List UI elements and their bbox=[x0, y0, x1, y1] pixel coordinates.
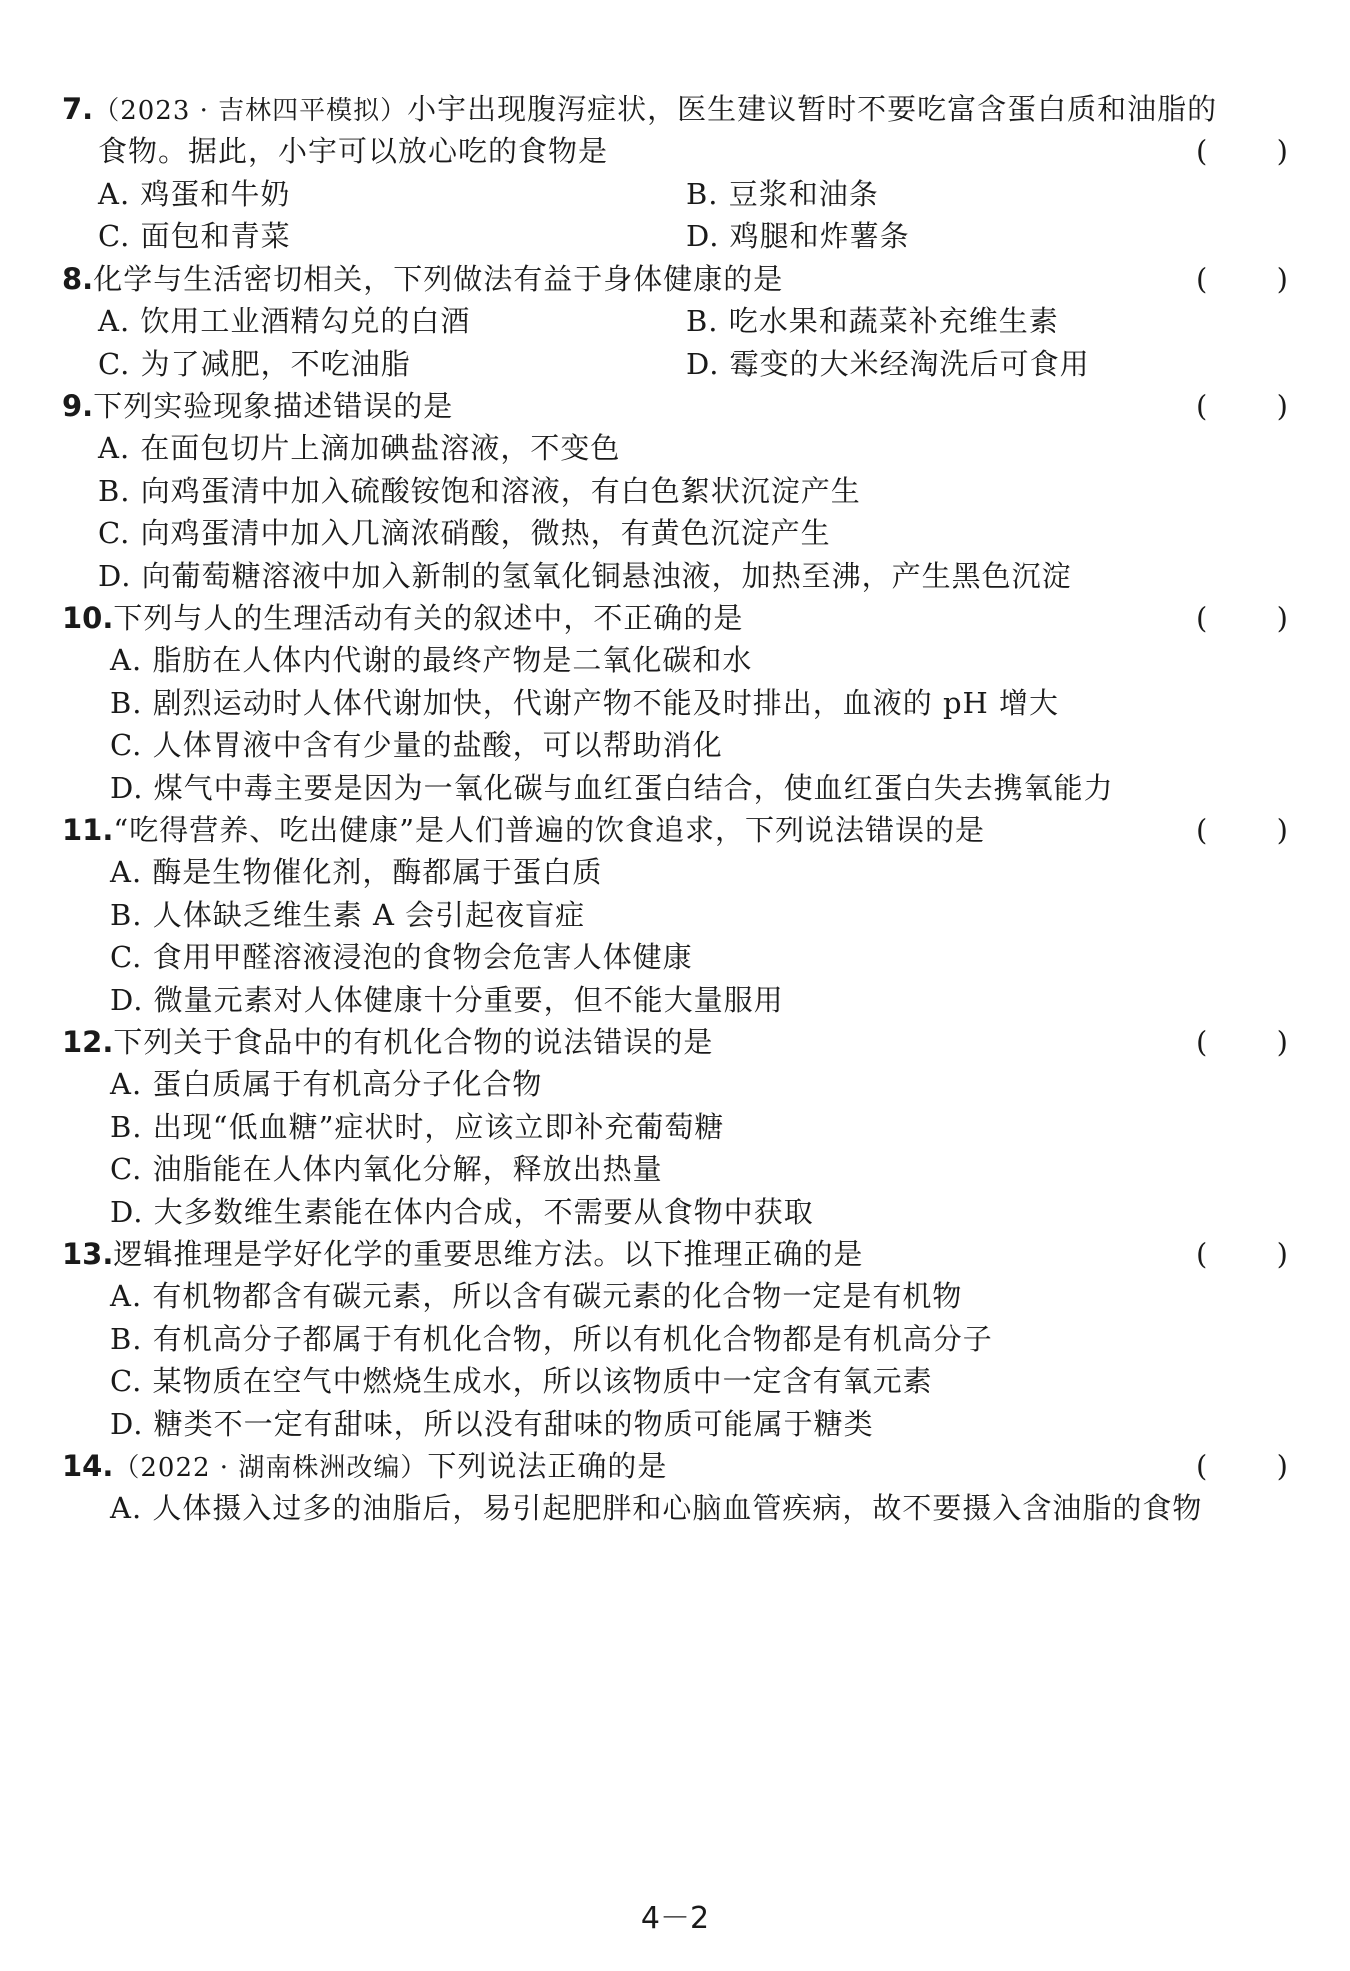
question-7-option-a: A. 鸡蛋和牛奶 bbox=[98, 177, 291, 211]
question-10-answer-blank bbox=[1196, 592, 1288, 645]
question-source: （2023 · 吉林四平模拟） bbox=[93, 96, 408, 126]
answer-paren-close: ) bbox=[1276, 389, 1288, 423]
answer-paren-close: ) bbox=[1276, 1025, 1288, 1059]
question-number: 12. bbox=[62, 1025, 114, 1059]
question-11-option-b: B. 人体缺乏维生素 A 会引起夜盲症 bbox=[110, 898, 586, 932]
question-number: 14. bbox=[62, 1449, 114, 1483]
answer-paren-close: ) bbox=[1276, 1237, 1288, 1271]
answer-paren-open: ( bbox=[1196, 1025, 1208, 1059]
question-11-option-a: A. 酶是生物催化剂，酶都属于蛋白质 bbox=[110, 855, 603, 889]
question-stem: 小宇出现腹泻症状，医生建议暂时不要吃富含蛋白质和油脂的 bbox=[407, 92, 1218, 126]
question-10-option-c: C. 人体胃液中含有少量的盐酸，可以帮助消化 bbox=[110, 728, 723, 762]
answer-paren-open: ( bbox=[1196, 1449, 1208, 1483]
question-11-option-c: C. 食用甲醛溶液浸泡的食物会危害人体健康 bbox=[110, 940, 693, 974]
question-stem: 下列实验现象描述错误的是 bbox=[93, 389, 454, 423]
question-9-option-b: B. 向鸡蛋清中加入硫酸铵饱和溶液，有白色絮状沉淀产生 bbox=[98, 474, 861, 508]
question-stem: “吃得营养、吃出健康”是人们普遍的饮食追求，下列说法错误的是 bbox=[113, 813, 986, 847]
answer-paren-open: ( bbox=[1196, 601, 1208, 635]
question-8-option-a: A. 饮用工业酒精勾兑的白酒 bbox=[98, 304, 471, 338]
question-stem: 下列说法正确的是 bbox=[427, 1449, 668, 1483]
question-11-answer-blank bbox=[1196, 804, 1288, 857]
answer-paren-open: ( bbox=[1196, 262, 1208, 296]
question-stem: 下列与人的生理活动有关的叙述中，不正确的是 bbox=[113, 601, 744, 635]
question-13-option-b: B. 有机高分子都属于有机化合物，所以有机化合物都是有机高分子 bbox=[110, 1322, 993, 1356]
question-number: 7. bbox=[62, 92, 94, 126]
question-7-option-c: C. 面包和青菜 bbox=[98, 219, 291, 253]
question-8-answer-blank bbox=[1196, 253, 1288, 306]
question-stem: 逻辑推理是学好化学的重要思维方法。以下推理正确的是 bbox=[113, 1237, 864, 1271]
question-12-answer-blank bbox=[1196, 1016, 1288, 1069]
answer-paren-close: ) bbox=[1276, 1449, 1288, 1483]
question-7-stem-continued: 食物。据此，小宇可以放心吃的食物是 bbox=[98, 134, 609, 168]
question-12-option-c: C. 油脂能在人体内氧化分解，释放出热量 bbox=[110, 1152, 663, 1186]
question-8-option-c: C. 为了减肥，不吃油脂 bbox=[98, 347, 411, 381]
question-source: （2022 · 湖南株洲改编） bbox=[113, 1453, 428, 1483]
answer-paren-close: ) bbox=[1276, 262, 1288, 296]
question-10-option-b: B. 剧烈运动时人体代谢加快，代谢产物不能及时排出，血液的 pH 增大 bbox=[110, 686, 1060, 720]
question-10-option-a: A. 脂肪在人体内代谢的最终产物是二氧化碳和水 bbox=[110, 643, 753, 677]
question-stem: 化学与生活密切相关，下列做法有益于身体健康的是 bbox=[93, 262, 784, 296]
question-7-option-d: D. 鸡腿和炸薯条 bbox=[686, 219, 910, 253]
question-number: 13. bbox=[62, 1237, 114, 1271]
question-stem: 下列关于食品中的有机化合物的说法错误的是 bbox=[113, 1025, 714, 1059]
question-14-answer-blank bbox=[1196, 1440, 1288, 1493]
question-11-option-d: D. 微量元素对人体健康十分重要，但不能大量服用 bbox=[110, 983, 784, 1017]
question-7-option-b: B. 豆浆和油条 bbox=[686, 177, 879, 211]
question-number: 9. bbox=[62, 389, 94, 423]
question-14-option-a: A. 人体摄入过多的油脂后，易引起肥胖和心脑血管疾病，故不要摄入含油脂的食物 bbox=[110, 1491, 1203, 1525]
answer-paren-open: ( bbox=[1196, 389, 1208, 423]
question-8-option-d: D. 霉变的大米经淘洗后可食用 bbox=[686, 347, 1090, 381]
question-9-answer-blank bbox=[1196, 380, 1288, 433]
question-9-option-d: D. 向葡萄糖溶液中加入新制的氢氧化铜悬浊液，加热至沸，产生黑色沉淀 bbox=[98, 559, 1072, 593]
question-13-option-c: C. 某物质在空气中燃烧生成水，所以该物质中一定含有氧元素 bbox=[110, 1364, 933, 1398]
question-13-answer-blank bbox=[1196, 1228, 1288, 1281]
question-12-option-a: A. 蛋白质属于有机高分子化合物 bbox=[110, 1067, 543, 1101]
page-number: 4－2 bbox=[640, 1901, 710, 1936]
question-10-option-d: D. 煤气中毒主要是因为一氧化碳与血红蛋白结合，使血红蛋白失去携氧能力 bbox=[110, 771, 1114, 805]
question-9-option-c: C. 向鸡蛋清中加入几滴浓硝酸，微热，有黄色沉淀产生 bbox=[98, 516, 831, 550]
answer-paren-close: ) bbox=[1276, 813, 1288, 847]
question-7-answer-blank bbox=[1196, 125, 1288, 178]
question-12-option-b: B. 出现“低血糖”症状时，应该立即补充葡萄糖 bbox=[110, 1110, 725, 1144]
question-8-option-b: B. 吃水果和蔬菜补充维生素 bbox=[686, 304, 1059, 338]
question-9-option-a: A. 在面包切片上滴加碘盐溶液，不变色 bbox=[98, 431, 621, 465]
question-number: 10. bbox=[62, 601, 114, 635]
answer-paren-open: ( bbox=[1196, 813, 1208, 847]
answer-paren-close: ) bbox=[1276, 134, 1288, 168]
question-13-option-d: D. 糖类不一定有甜味，所以没有甜味的物质可能属于糖类 bbox=[110, 1407, 874, 1441]
answer-paren-open: ( bbox=[1196, 1237, 1208, 1271]
question-number: 8. bbox=[62, 262, 94, 296]
question-12-option-d: D. 大多数维生素能在体内合成，不需要从食物中获取 bbox=[110, 1195, 814, 1229]
question-number: 11. bbox=[62, 813, 114, 847]
answer-paren-open: ( bbox=[1196, 134, 1208, 168]
answer-paren-close: ) bbox=[1276, 601, 1288, 635]
question-13-option-a: A. 有机物都含有碳元素，所以含有碳元素的化合物一定是有机物 bbox=[110, 1279, 963, 1313]
